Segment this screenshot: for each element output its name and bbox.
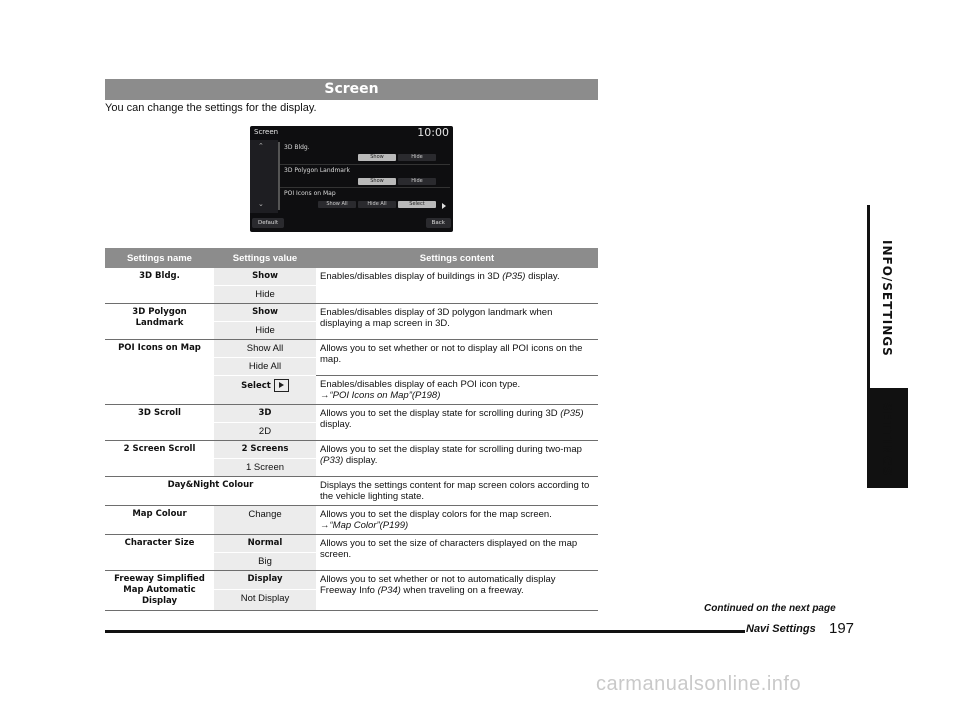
content-text: Allows you to set whether or not to automatically display Freeway Info xyxy=(320,574,556,596)
setting-content xyxy=(316,405,598,441)
table-row xyxy=(105,441,598,459)
setting-value: Hide xyxy=(214,322,316,340)
page-ref: (P35) xyxy=(560,408,584,419)
setting-name: Freeway Simplified Map Automatic Display xyxy=(105,571,214,611)
content-text: Enables/disables display of buildings in 3D xyxy=(320,271,503,282)
page-number: 197 xyxy=(829,620,855,637)
shot-scroll-rail xyxy=(250,140,278,213)
watermark: carmanualsonline.info xyxy=(596,673,802,695)
setting-name: 3D Scroll xyxy=(105,405,214,441)
setting-value: Not Display xyxy=(214,590,316,611)
play-arrow-icon xyxy=(274,379,289,392)
content-text: Enables/disables display of each POI icon type. xyxy=(320,379,521,390)
table-row xyxy=(105,304,598,322)
page-ref: →“POI Icons on Map”(P198) xyxy=(320,390,441,401)
setting-value: Show All xyxy=(214,340,316,358)
shot-divider xyxy=(280,164,450,165)
page-ref: (P33) xyxy=(320,455,344,466)
setting-content xyxy=(316,268,598,304)
page-ref: (P35) xyxy=(502,271,526,282)
settings-table xyxy=(105,248,598,611)
setting-value: Big xyxy=(214,553,316,571)
setting-name: POI Icons on Map xyxy=(105,340,214,405)
shot-row-label: POI Icons on Map xyxy=(284,190,336,197)
table-row xyxy=(105,506,598,535)
setting-content: Allows you to set the size of characters displayed on the map screen. xyxy=(316,535,598,571)
footer-rule xyxy=(105,630,745,633)
content-text: Allows you to set the display state for scrolling during two-map xyxy=(320,444,582,455)
shot-row-label: 3D Bldg. xyxy=(284,144,310,151)
shot-scrollbar xyxy=(278,142,280,210)
shot-back-button: Back xyxy=(426,218,451,228)
table-header-row xyxy=(105,248,598,268)
setting-value: 2D xyxy=(214,423,316,441)
side-tab-label: INFO/SETTINGS xyxy=(880,240,894,357)
setting-name: Character Size xyxy=(105,535,214,571)
setting-value: Normal xyxy=(214,535,316,553)
shot-show-button: Show xyxy=(358,178,396,185)
setting-content xyxy=(316,571,598,611)
shot-show-all-button: Show All xyxy=(318,201,356,208)
setting-content: Displays the settings content for map screen colors according to the vehicle lighting state. xyxy=(316,477,598,506)
shot-title: Screen xyxy=(254,128,279,136)
shot-divider xyxy=(280,187,450,188)
shot-default-button: Default xyxy=(252,218,284,228)
setting-name: Map Colour xyxy=(105,506,214,535)
screen-settings-screenshot xyxy=(250,126,453,232)
setting-value: Show xyxy=(214,304,316,322)
setting-name: 3D Bldg. xyxy=(105,268,214,304)
chevron-down-icon: ⌄ xyxy=(258,200,264,208)
play-arrow-icon xyxy=(442,203,446,209)
content-text: when traveling on a freeway. xyxy=(400,585,524,596)
header-settings-value: Settings value xyxy=(214,248,316,268)
content-text: Allows you to set the display colors for the map screen. xyxy=(320,509,552,520)
setting-name: 3D Polygon Landmark xyxy=(105,304,214,340)
select-label: Select xyxy=(241,381,271,391)
table-row xyxy=(105,571,598,590)
table-row xyxy=(105,405,598,423)
page-ref: →“Map Color”(P199) xyxy=(320,520,409,531)
shot-show-button: Show xyxy=(358,154,396,161)
table-row xyxy=(105,340,598,358)
setting-value: 3D xyxy=(214,405,316,423)
content-text: display. xyxy=(343,455,378,466)
setting-content: Enables/disables display of 3D polygon landmark when displaying a map screen in 3D. xyxy=(316,304,598,340)
side-tab-label: SETTINGS xyxy=(880,402,894,477)
table-row xyxy=(105,268,598,286)
setting-content: Allows you to set whether or not to display all POI icons on the map. xyxy=(316,340,598,376)
table-row xyxy=(105,535,598,553)
setting-value xyxy=(214,376,316,405)
setting-name: Day&Night Colour xyxy=(105,477,316,506)
content-text: display. xyxy=(320,419,352,430)
setting-value: 1 Screen xyxy=(214,459,316,477)
header-settings-name: Settings name xyxy=(105,248,214,268)
section-title: Screen xyxy=(105,79,598,100)
page-ref: (P34) xyxy=(377,585,401,596)
setting-content xyxy=(316,441,598,477)
setting-value: Hide All xyxy=(214,358,316,376)
setting-value: Display xyxy=(214,571,316,590)
setting-content xyxy=(316,506,598,535)
chevron-up-icon: ⌃ xyxy=(258,142,264,150)
shot-hide-button: Hide xyxy=(398,154,436,161)
content-text: display. xyxy=(525,271,560,282)
footer-label: Navi Settings xyxy=(746,623,816,635)
continued-note: Continued on the next page xyxy=(704,603,836,614)
shot-hide-button: Hide xyxy=(398,178,436,185)
setting-content xyxy=(316,376,598,405)
setting-value: 2 Screens xyxy=(214,441,316,459)
setting-value: Hide xyxy=(214,286,316,304)
setting-value: Show xyxy=(214,268,316,286)
shot-clock: 10:00 xyxy=(417,126,449,139)
table-row xyxy=(105,477,598,506)
shot-hide-all-button: Hide All xyxy=(358,201,396,208)
shot-select-button: Select xyxy=(398,201,436,208)
setting-value: Change xyxy=(214,506,316,535)
setting-name: 2 Screen Scroll xyxy=(105,441,214,477)
content-text: Allows you to set the display state for scrolling during 3D xyxy=(320,408,561,419)
shot-row-label: 3D Polygon Landmark xyxy=(284,167,350,174)
intro-text: You can change the settings for the display. xyxy=(105,102,317,114)
header-settings-content: Settings content xyxy=(316,248,598,268)
